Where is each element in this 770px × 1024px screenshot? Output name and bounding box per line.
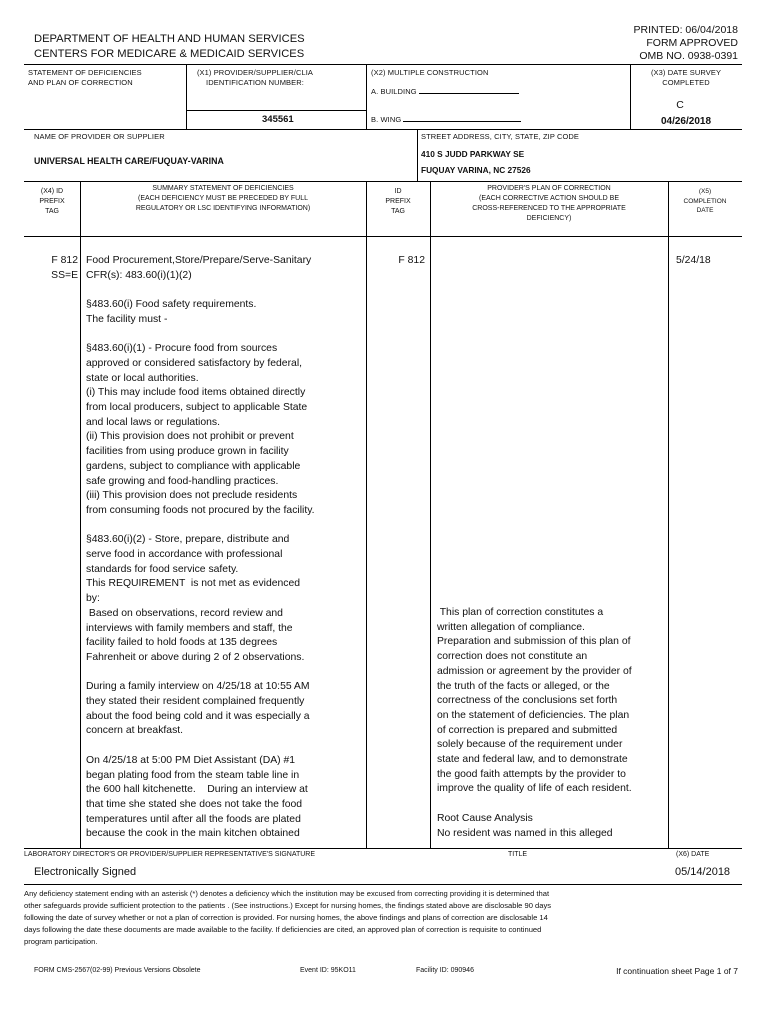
address-line-2: FUQUAY VARINA, NC 27526 xyxy=(421,165,531,175)
summary-text xyxy=(86,254,364,842)
summary-line: Based on observations, record review and xyxy=(86,607,283,619)
summary-line xyxy=(86,283,364,298)
address-line-1: 410 S JUDD PARKWAY SE xyxy=(421,149,525,159)
summary-line: the 600 hall kitchenette. During an interview at xyxy=(86,784,308,796)
footnote xyxy=(24,888,744,948)
summary-line: from consuming foods not procured by the facility. xyxy=(86,504,315,516)
summary-line: state or local authorities. xyxy=(86,372,199,384)
statement-label-line-1: STATEMENT OF DEFICIENCIES xyxy=(28,68,142,77)
wing-field xyxy=(371,113,521,125)
summary-line: facility failed to hold foods at 135 degrees xyxy=(86,637,278,649)
signature-value: Electronically Signed xyxy=(34,866,137,878)
plan-header-line-3: CROSS-REFERENCED TO THE APPROPRIATE xyxy=(472,205,626,212)
date-label: (X6) DATE xyxy=(676,851,710,858)
summary-line: began plating food from the steam table line in xyxy=(86,769,300,781)
x3-label-line-1: (X3) DATE SURVEY xyxy=(650,68,722,77)
signature-date: 05/14/2018 xyxy=(675,866,731,878)
plan-line: Preparation and submission of this plan of xyxy=(437,636,631,648)
summary-line: On 4/25/18 at 5:00 PM Diet Assistant (DA) #1 xyxy=(86,754,296,766)
summary-line: serve food in accordance with professional xyxy=(86,549,283,561)
x4-header-prefix: PREFIX xyxy=(39,198,65,205)
plan-line: Root Cause Analysis xyxy=(437,812,533,824)
summary-line: Fahrenheit or above during 2 of 2 observations. xyxy=(86,651,305,663)
summary-line: §483.60(i)(2) - Store, prepare, distribute and xyxy=(86,534,290,546)
summary-line xyxy=(86,739,364,754)
wing-blank xyxy=(403,113,521,122)
omb-number: OMB NO. 0938-0391 xyxy=(639,50,738,62)
x1-label xyxy=(190,68,320,88)
statement-label xyxy=(28,68,142,88)
survey-date: 04/26/2018 xyxy=(660,116,712,127)
x5-header xyxy=(668,187,742,216)
plan-header-line-4: DEFICIENCY) xyxy=(526,215,572,222)
summary-line xyxy=(86,519,364,534)
x5-header-line-1: (X5) xyxy=(698,188,712,195)
x4-header-id: (X4) ID xyxy=(40,188,64,195)
summary-line: concern at breakfast. xyxy=(86,725,184,737)
plan-line: solely because of the requirement under xyxy=(437,739,623,751)
summary-line: about the food being cold and it was especially a xyxy=(86,710,310,722)
x4-header xyxy=(24,187,80,217)
summary-line: from local producers, subject to applicable State xyxy=(86,402,308,413)
plan-line: the good faith attempts by the provider to xyxy=(437,768,626,780)
plan-line xyxy=(437,797,667,812)
summary-line: (ii) This provision does not prohibit or prevent xyxy=(86,431,294,443)
footnote-line-1: Any deficiency statement ending with an asterisk (*) denotes a deficiency which the institution may be excused from correcting providing it is determined that xyxy=(24,889,550,898)
facility-id: Facility ID: 090946 xyxy=(416,967,474,974)
plan-header-line-2: (EACH CORRECTIVE ACTION SHOULD BE xyxy=(478,195,620,202)
summary-line: approved or considered satisfactory by federal, xyxy=(86,357,303,369)
summary-line: §483.60(i) Food safety requirements. xyxy=(86,299,257,311)
plan-line: correction does not constitute an xyxy=(437,651,588,663)
plan-line: correctness of the conclusions set forth xyxy=(437,695,618,707)
plan-line: on the statement of deficiencies. The plan xyxy=(437,709,630,721)
summary-line: (iii) This provision does not preclude residents xyxy=(86,490,298,502)
summary-line: facilities from using produce grown in facility xyxy=(86,446,289,458)
department-line-2: CENTERS FOR MEDICARE & MEDICAID SERVICES xyxy=(34,48,305,60)
footnote-line-3: following the date of survey whether or not a plan of correction is provided. For nursing homes, the above findings and plans of correction are disclosable 14 xyxy=(24,913,548,922)
id-header-prefix: PREFIX xyxy=(385,198,411,205)
plan-line: No resident was named in this alleged xyxy=(437,827,613,839)
summary-line: CFR(s): 483.60(i)(1)(2) xyxy=(86,269,192,281)
summary-line: temperatures until after all the foods are plated xyxy=(86,813,301,825)
summary-line: During a family interview on 4/25/18 at 10:55 AM xyxy=(86,681,310,693)
summary-line: by: xyxy=(86,593,100,605)
summary-line xyxy=(86,666,364,681)
printed-date: PRINTED: 06/04/2018 xyxy=(633,24,738,36)
x5-header-line-3: DATE xyxy=(696,207,714,214)
provider-name-label: NAME OF PROVIDER OR SUPPLIER xyxy=(34,132,165,141)
statement-label-line-2: AND PLAN OF CORRECTION xyxy=(28,78,133,87)
plan-line: admission or agreement by the provider of xyxy=(437,665,632,677)
department-line-1: DEPARTMENT OF HEALTH AND HUMAN SERVICES xyxy=(34,33,305,45)
plan-header-line-1: PROVIDER'S PLAN OF CORRECTION xyxy=(487,185,611,192)
x1-label-line-2: IDENTIFICATION NUMBER: xyxy=(206,78,304,87)
x1-label-line-1: (X1) PROVIDER/SUPPLIER/CLIA xyxy=(196,68,314,77)
summary-header-line-3: REGULATORY OR LSC IDENTIFYING INFORMATION) xyxy=(135,205,311,212)
building-label: A. BUILDING xyxy=(371,87,417,96)
completion-date: 5/24/18 xyxy=(676,255,711,266)
footnote-line-2: other safeguards provide sufficient protection to the patients . (See instructions.) Except for nursing homes, the findings stated above are disclosable 90 days xyxy=(24,901,552,910)
x2-label: (X2) MULTIPLE CONSTRUCTION xyxy=(371,68,489,77)
x3-label xyxy=(630,68,742,88)
building-field xyxy=(371,85,519,97)
footnote-line-4: days following the date these documents are made available to the facility. If deficiencies are cited, an approved plan of correction is requisite to continued xyxy=(24,925,542,934)
form-number: FORM CMS-2567(02-99) Previous Versions Obsolete xyxy=(34,967,201,974)
summary-line: that time she stated she does not take the food xyxy=(86,798,303,810)
summary-line: because the cook in the main kitchen obtained xyxy=(86,828,300,840)
id-header-id: ID xyxy=(394,188,402,195)
x4-header-tag: TAG xyxy=(45,208,59,215)
plan-text xyxy=(437,606,667,841)
summary-line: safe growing and food-handling practices. xyxy=(86,475,279,487)
wing-label: B. WING xyxy=(371,115,402,124)
provider-id-number: 345561 xyxy=(262,114,294,125)
plan-header xyxy=(430,184,668,224)
summary-line: §483.60(i)(1) - Procure food from sources xyxy=(86,343,278,355)
deficiency-tag-code: F 812 xyxy=(51,255,78,266)
summary-line: gardens, subject to compliance with applicable xyxy=(86,460,301,472)
summary-header-line-1: SUMMARY STATEMENT OF DEFICIENCIES xyxy=(152,185,294,192)
title-label: TITLE xyxy=(508,851,528,858)
survey-code: C xyxy=(676,99,684,111)
footnote-line-5: program participation. xyxy=(24,937,98,946)
signature-label: LABORATORY DIRECTOR'S OR PROVIDER/SUPPLIER REPRESENTATIVE'S SIGNATURE xyxy=(24,851,316,858)
address-label: STREET ADDRESS, CITY, STATE, ZIP CODE xyxy=(421,132,580,141)
plan-line: of correction is prepared and submitted xyxy=(437,724,618,736)
continuation-page: If continuation sheet Page 1 of 7 xyxy=(616,966,738,976)
plan-line: the truth of the facts or alleged, or the xyxy=(437,680,610,692)
summary-line: standards for food service safety. xyxy=(86,563,239,575)
summary-header xyxy=(80,184,366,214)
deficiency-scope: SS=E xyxy=(51,269,78,281)
plan-line: improve the quality of life of each resident. xyxy=(437,783,632,795)
plan-line: written allegation of compliance. xyxy=(437,621,585,633)
summary-line: they stated their resident complained frequently xyxy=(86,696,305,708)
form-approved: FORM APPROVED xyxy=(646,37,738,49)
plan-line: This plan of correction constitutes a xyxy=(437,607,604,618)
building-blank xyxy=(419,85,519,94)
summary-line: The facility must - xyxy=(86,313,168,325)
summary-line xyxy=(86,328,364,343)
summary-line: interviews with family members and staff, the xyxy=(86,622,293,634)
summary-line: and local laws or regulations. xyxy=(86,416,220,428)
summary-line: Food Procurement,Store/Prepare/Serve-Sanitary xyxy=(86,255,312,266)
plan-line: state and federal law, and to demonstrate xyxy=(437,754,628,766)
summary-line: This REQUIREMENT is not met as evidenced xyxy=(86,578,301,590)
correction-tag: F 812 xyxy=(398,255,425,266)
id-header xyxy=(366,187,430,217)
summary-line: (i) This may include food items obtained directly xyxy=(86,387,306,399)
deficiency-tag xyxy=(24,254,78,283)
provider-name: UNIVERSAL HEALTH CARE/FUQUAY-VARINA xyxy=(34,156,224,166)
x3-label-line-2: COMPLETED xyxy=(662,78,710,87)
x5-header-line-2: COMPLETION xyxy=(683,197,727,205)
summary-header-line-2: (EACH DEFICIENCY MUST BE PRECEDED BY FULL xyxy=(138,195,308,202)
event-id: Event ID: 95KO11 xyxy=(300,967,356,974)
id-header-tag: TAG xyxy=(391,208,405,215)
